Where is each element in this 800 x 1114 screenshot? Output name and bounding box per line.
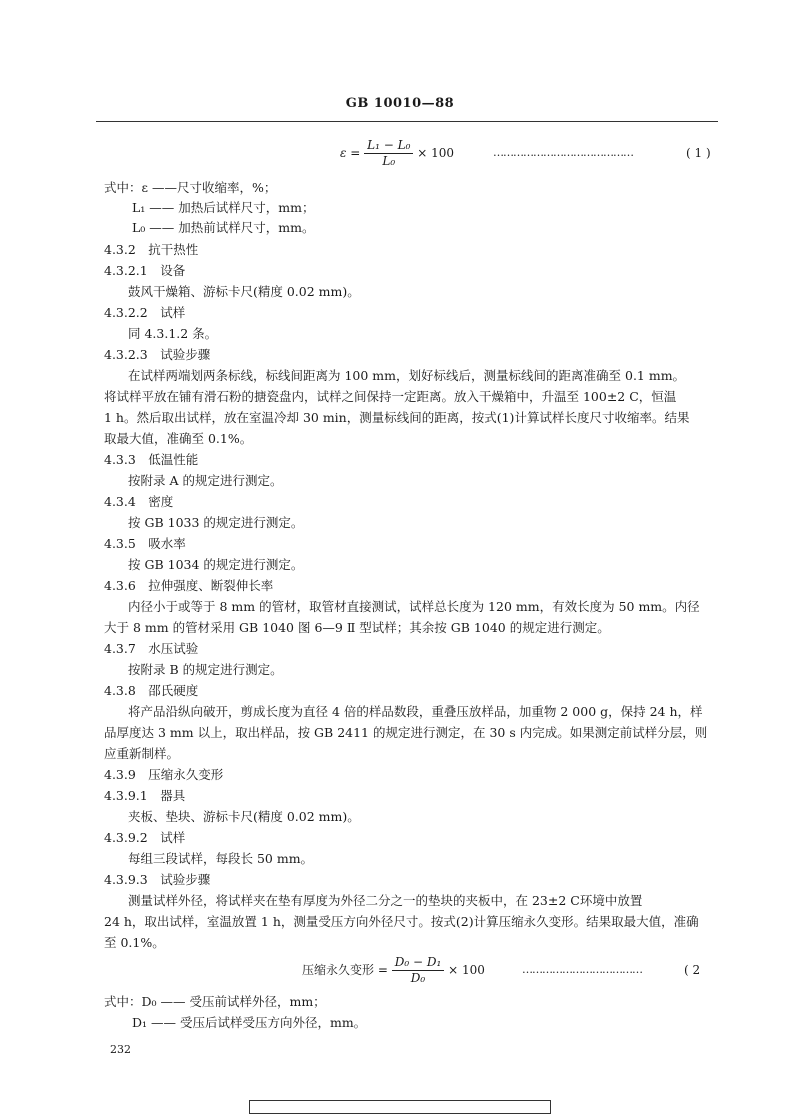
where1-l0: L₀ —— 加热前试样尺寸，mm。 bbox=[132, 220, 315, 235]
eq2-numerator: D₀ − D₁ bbox=[392, 955, 445, 971]
where1-l1: L₁ —— 加热后试样尺寸，mm； bbox=[132, 200, 315, 215]
section-4-3-9-3: 4.3.9.3 试验步骤 bbox=[104, 872, 211, 887]
section-4-3-8-p3: 应重新制样。 bbox=[104, 746, 180, 761]
equation-1 bbox=[340, 138, 454, 169]
section-4-3-2-2: 4.3.2.2 试样 bbox=[104, 305, 186, 320]
section-4-3-5-text: 按 GB 1034 的规定进行测定。 bbox=[128, 557, 304, 572]
header-rule bbox=[96, 121, 718, 122]
section-4-3-2-3-p3: 1 h。然后取出试样，放在室温冷却 30 min，测量标线间的距离，按式(1)计算试样长度尺寸收缩率。结果 bbox=[104, 410, 690, 425]
section-4-3-9-2-text: 每组三段试样，每段长 50 mm。 bbox=[128, 851, 314, 866]
eq2-fraction bbox=[392, 955, 445, 986]
eq1-numerator: L₁ − L₀ bbox=[364, 138, 413, 154]
section-4-3-9-3-p2: 24 h，取出试样，室温放置 1 h，测量受压方向外径尺寸。按式(2)计算压缩永久变形。结果取最大值，准确 bbox=[104, 914, 699, 929]
section-4-3-9-2: 4.3.9.2 试样 bbox=[104, 830, 186, 845]
section-4-3-9-1-text: 夹板、垫块、游标卡尺(精度 0.02 mm)。 bbox=[128, 809, 360, 824]
section-4-3-9-3-p3: 至 0.1%。 bbox=[104, 935, 165, 950]
eq2-number: ( 2 bbox=[684, 963, 701, 977]
section-4-3-7-text: 按附录 B 的规定进行测定。 bbox=[128, 662, 283, 677]
section-4-3-2: 4.3.2 抗干热性 bbox=[104, 242, 199, 257]
eq2-lhs: 压缩永久变形 = bbox=[302, 963, 388, 977]
section-4-3-3: 4.3.3 低温性能 bbox=[104, 452, 199, 467]
section-4-3-5: 4.3.5 吸水率 bbox=[104, 536, 186, 551]
section-4-3-9-1: 4.3.9.1 器具 bbox=[104, 788, 186, 803]
where2-d1: D₁ —— 受压后试样受压方向外径，mm。 bbox=[132, 1015, 367, 1030]
section-4-3-4-text: 按 GB 1033 的规定进行测定。 bbox=[128, 515, 304, 530]
section-4-3-2-3: 4.3.2.3 试验步骤 bbox=[104, 347, 211, 362]
section-4-3-2-3-p1: 在试样两端划两条标线，标线间距离为 100 mm，划好标线后，测量标线间的距离准确至 0.1 mm。 bbox=[128, 368, 686, 383]
section-4-3-7: 4.3.7 水压试验 bbox=[104, 641, 199, 656]
eq2-dots: ……………………………… bbox=[522, 963, 642, 976]
equation-2 bbox=[302, 955, 485, 986]
section-4-3-2-1: 4.3.2.1 设备 bbox=[104, 263, 186, 278]
where2-d0: 式中：D₀ —— 受压前试样外径，mm； bbox=[104, 994, 326, 1009]
bottom-frame bbox=[249, 1100, 551, 1114]
section-4-3-2-1-text: 鼓风干燥箱、游标卡尺(精度 0.02 mm)。 bbox=[128, 284, 360, 299]
section-4-3-2-2-text: 同 4.3.1.2 条。 bbox=[128, 326, 218, 341]
section-4-3-8-p1: 将产品沿纵向破开，剪成长度为直径 4 倍的样品数段，重叠压放样品，加重物 2 000 g，保持 24 h，样 bbox=[128, 704, 703, 719]
section-4-3-4: 4.3.4 密度 bbox=[104, 494, 174, 509]
section-4-3-3-text: 按附录 A 的规定进行测定。 bbox=[128, 473, 283, 488]
section-4-3-6-p2: 大于 8 mm 的管材采用 GB 1040 图 6—9 Ⅱ 型试样；其余按 GB 1040 的规定进行测定。 bbox=[104, 620, 610, 635]
section-4-3-6: 4.3.6 拉伸强度、断裂伸长率 bbox=[104, 578, 274, 593]
section-4-3-9-3-p1: 测量试样外径，将试样夹在垫有厚度为外径二分之一的垫块的夹板中，在 23±2 C环境中放置 bbox=[128, 893, 643, 908]
section-4-3-9: 4.3.9 压缩永久变形 bbox=[104, 767, 224, 782]
section-4-3-8: 4.3.8 邵氏硬度 bbox=[104, 683, 199, 698]
eq1-rhs: × 100 bbox=[417, 146, 454, 160]
eq1-lhs: ε = bbox=[340, 146, 361, 160]
where1-intro: 式中：ε ——尺寸收缩率，%； bbox=[104, 180, 277, 195]
eq2-denominator: D₀ bbox=[410, 971, 426, 985]
section-4-3-8-p2: 品厚度达 3 mm 以上，取出样品，按 GB 2411 的规定进行测定，在 30 s 内完成。如果测定前试样分层，则 bbox=[104, 725, 708, 740]
page-header: GB 10010—88 bbox=[345, 96, 455, 111]
page-number: 232 bbox=[110, 1043, 131, 1056]
section-4-3-2-3-p2: 将试样平放在铺有滑石粉的搪瓷盘内，试样之间保持一定距离。放入干燥箱中，升温至 100±2 C，恒温 bbox=[104, 389, 677, 404]
eq1-denominator: L₀ bbox=[382, 154, 396, 168]
section-4-3-2-3-p4: 取最大值，准确至 0.1%。 bbox=[104, 431, 253, 446]
eq1-dots: …………………………………… bbox=[493, 146, 633, 159]
section-4-3-6-p1: 内径小于或等于 8 mm 的管材，取管材直接测试，试样总长度为 120 mm，有效长度为 50 mm。内径 bbox=[128, 599, 700, 614]
eq1-number: ( 1 ) bbox=[686, 146, 711, 160]
eq2-rhs: × 100 bbox=[448, 963, 485, 977]
eq1-fraction bbox=[364, 138, 413, 169]
